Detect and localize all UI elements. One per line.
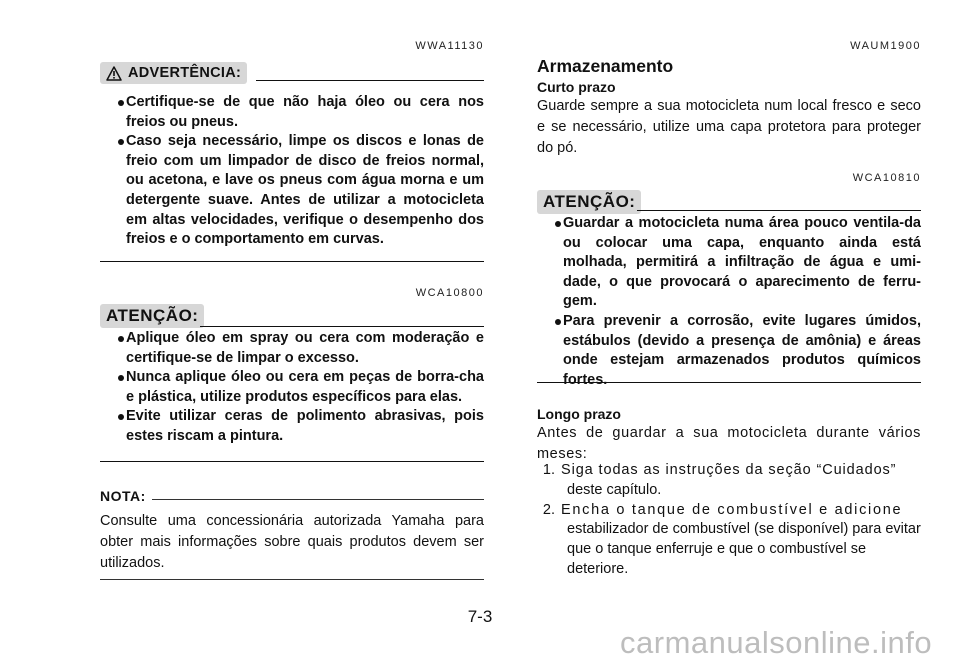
step-item [537,501,921,580]
bullet-icon [118,375,124,381]
step-text-cont: deste capítulo. [567,481,662,498]
page-number: 7-3 [467,607,493,626]
section-title: Armazenamento [537,56,674,76]
warning-badge [100,62,247,84]
warning-header-rule [256,80,484,81]
step-text-cont: estabilizador de combustível (se disponível) para evitar que o tanque enferruje e que o combustível se deteriore. [567,521,921,577]
short-term-heading: Curto prazo [537,79,616,95]
right-caution-badge: ATENÇÃO: [537,190,641,214]
caution-header-rule [200,326,484,327]
bullet-icon [118,336,124,342]
note-label: NOTA: [100,488,146,504]
caution-item: Aplique óleo em spray ou cera com moderação e certifique-se de limpar o excesso. [100,329,484,368]
warning-triangle-icon [106,66,122,81]
caution-item: Evite utilizar ceras de polimento abrasivas, pois estes riscam a pintura. [100,407,484,446]
warning-label: ADVERTÊNCIA: [128,65,242,81]
note-header-rule [152,499,484,500]
right-caution-list [537,214,921,390]
caution-badge: ATENÇÃO: [100,304,204,328]
long-term-heading: Longo prazo [537,406,621,422]
step-text: Encha o tanque de combustível e adicione [561,501,903,518]
caution-code: WCA10800 [415,287,484,299]
step-number: 2. [542,501,555,518]
storage-code: WAUM1900 [850,40,921,52]
watermark: carmanualsonline.info [620,625,933,660]
step-item [537,461,921,501]
short-term-text: Guarde sempre a sua motocicleta num local fresco e seco e se necessário, utilize uma capa protetora para proteger do pó. [537,98,921,156]
right-caution-header [537,190,641,214]
warning-code: WWA11130 [415,40,484,52]
step-text: Siga todas as instruções da seção “Cuidados” [561,462,897,478]
right-caution-header-rule [637,210,921,211]
caution-bottom-rule [100,461,484,462]
right-caution-item: Para prevenir a corrosão, evite lugares úmidos, estábulos (devido a presença de amônia) e áreas onde estejam armazenados produtos químicos fortes. [537,312,921,390]
warning-item: Caso seja necessário, limpe os discos e lonas de freio com um limpador de disco de freios normal, ou acetona, e lave os pneus com água morna e um detergente suave. Antes de utilizar a motocicleta em altas velocidades, verifique o desempenho dos freios e o comportamento em curvas. [100,132,484,250]
long-term-steps [537,461,921,580]
warning-list [100,93,484,250]
right-caution-item: Guardar a motocicleta numa área pouco ventila-da ou colocar uma capa, enquanto ainda está molhada, permitirá a infiltração de água e umi-dade, o que provocará o aparecimento de ferru-gem. [537,214,921,312]
caution-list [100,329,484,447]
caution-item: Nunca aplique óleo ou cera em peças de borra-cha e plástica, utilize produtos específicos para elas. [100,368,484,407]
warning-item: Certifique-se de que não haja óleo ou cera nos freios ou pneus. [100,93,484,132]
bullet-icon [555,319,561,325]
step-number: 1. [542,462,555,478]
note-text: Consulte uma concessionária autorizada Yamaha para obter mais informações sobre quais produtos devem ser utilizados. [100,513,484,571]
warning-header [100,62,247,84]
bullet-icon [118,414,124,420]
bullet-icon [555,221,561,227]
right-caution-bottom-rule [537,382,921,383]
long-term-intro: Antes de guardar a sua motocicleta durante vários meses: [537,425,921,462]
right-caution-code: WCA10810 [852,172,921,184]
note-bottom-rule [100,579,484,580]
bullet-icon [118,100,124,106]
warning-bottom-rule [100,261,484,262]
caution-header [100,304,204,328]
bullet-icon [118,139,124,145]
